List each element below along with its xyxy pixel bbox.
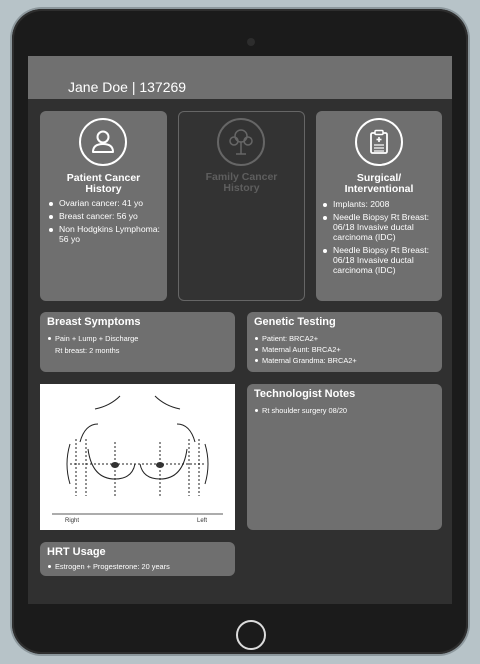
home-button[interactable] bbox=[236, 620, 266, 650]
family-cancer-history-card[interactable] bbox=[178, 111, 305, 301]
list-item: Pain + Lump + Discharge bbox=[47, 334, 227, 343]
card-title: Family Cancer History bbox=[205, 171, 278, 194]
symptoms-list bbox=[47, 334, 227, 345]
breast-symptoms-card[interactable] bbox=[40, 312, 235, 372]
camera bbox=[247, 38, 255, 46]
symptom-detail: Rt breast: 2 months bbox=[55, 346, 120, 355]
genetic-list bbox=[254, 334, 434, 367]
header-bar bbox=[28, 56, 452, 99]
clipboard-medical-icon bbox=[355, 118, 403, 166]
list-item: Implants: 2008 bbox=[322, 199, 438, 209]
surgical-list bbox=[322, 199, 438, 278]
diagram-right-label: Right bbox=[65, 518, 80, 524]
list-item: Maternal Grandma: BRCA2+ bbox=[254, 356, 434, 365]
list-item: Needle Biopsy Rt Breast: 06/18 Invasive ductal carcinoma (IDC) bbox=[322, 212, 438, 242]
hrt-usage-card[interactable] bbox=[40, 542, 235, 576]
list-item: Needle Biopsy Rt Breast: 06/18 Invasive ductal carcinoma (IDC) bbox=[322, 245, 438, 275]
breast-diagram[interactable] bbox=[40, 384, 235, 530]
list-item: Estrogen + Progesterone: 20 years bbox=[47, 562, 227, 571]
list-item: Breast cancer: 56 yo bbox=[48, 211, 163, 221]
card-title: Technologist Notes bbox=[254, 388, 356, 400]
patient-name: Jane Doe | 137269 bbox=[68, 79, 187, 95]
diagram-left-label: Left bbox=[197, 518, 208, 524]
family-tree-icon bbox=[217, 118, 265, 166]
notes-list bbox=[254, 406, 434, 417]
cancer-history-list bbox=[48, 198, 163, 247]
list-item: Ovarian cancer: 41 yo bbox=[48, 198, 163, 208]
card-title: Genetic Testing bbox=[254, 316, 336, 328]
surgical-interventional-card[interactable] bbox=[316, 111, 442, 301]
card-title: Surgical/ Interventional bbox=[344, 172, 414, 195]
user-icon bbox=[79, 118, 127, 166]
list-item: Non Hodgkins Lymphoma: 56 yo bbox=[48, 224, 163, 244]
hrt-list bbox=[47, 562, 227, 573]
screen bbox=[28, 56, 452, 604]
card-title: Patient Cancer History bbox=[66, 172, 141, 195]
card-title: HRT Usage bbox=[47, 546, 106, 558]
genetic-testing-card[interactable] bbox=[247, 312, 442, 372]
list-item: Patient: BRCA2+ bbox=[254, 334, 434, 343]
technologist-notes-card[interactable] bbox=[247, 384, 442, 530]
patient-cancer-history-card[interactable] bbox=[40, 111, 167, 301]
card-title: Breast Symptoms bbox=[47, 316, 141, 328]
list-item: Rt shoulder surgery 08/20 bbox=[254, 406, 434, 415]
list-item: Maternal Aunt: BRCA2+ bbox=[254, 345, 434, 354]
